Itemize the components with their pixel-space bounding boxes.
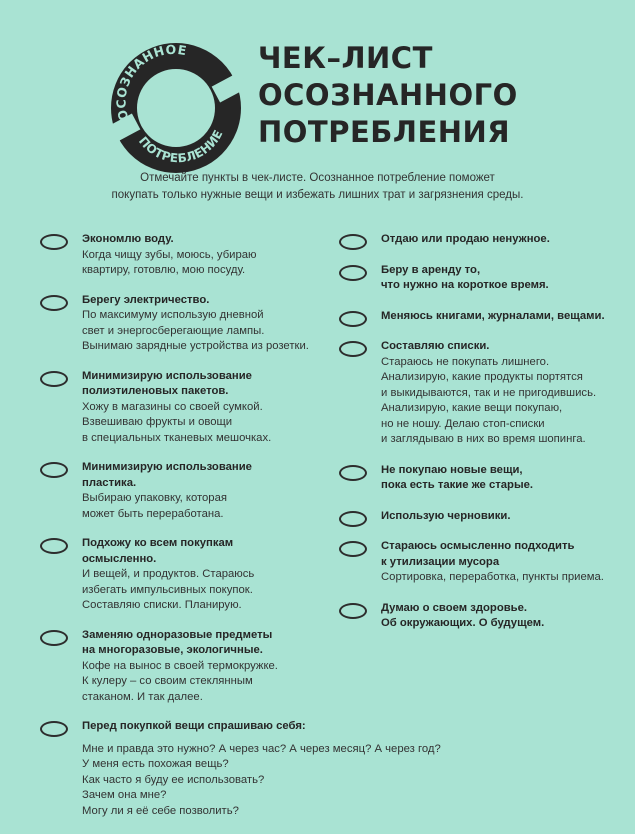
checklist-item-text: Вынимаю зарядные устройства из розетки.	[82, 340, 309, 352]
checklist-item-text: и выкидываются, так и не пригодившись.	[381, 386, 597, 399]
checklist-item[interactable]	[337, 309, 627, 325]
checklist-item-heading: Стараюсь осмысленно подходить	[381, 540, 575, 552]
checklist-item-text: избегать импульсивных покупок.	[82, 583, 253, 596]
intro-line: покупать только нужные вещи и избежать лишних трат и загрязнения среды.	[111, 189, 524, 201]
checklist-item-text: Анализирую, какие вещи покупаю,	[381, 402, 563, 414]
svg-text:ПОТРЕБЛЕНИЕ: ПОТРЕБЛЕНИЕ	[136, 127, 226, 166]
checklist-item-heading: на многоразовые, экологичные.	[82, 644, 263, 656]
checklist-item[interactable]	[38, 293, 318, 355]
checklist-right-column	[337, 232, 627, 632]
checklist-item[interactable]	[337, 463, 627, 494]
checklist-item-heading: осмысленно.	[82, 552, 157, 565]
checkbox-oval-icon[interactable]	[339, 603, 367, 619]
title-line: ОСОЗНАННОГО	[258, 78, 518, 112]
intro-line: Отмечайте пункты в чек-листе. Осознанное потребление поможет	[140, 172, 495, 184]
checklist-item-text: стаканом. И так далее.	[82, 690, 203, 703]
checklist-item-text: По максимуму использую дневной	[82, 309, 264, 321]
checklist-item[interactable]	[337, 601, 627, 632]
checklist-item[interactable]	[337, 539, 627, 586]
title-line: ЧЕК–ЛИСТ	[258, 41, 433, 75]
checklist-item-text: И вещей, и продуктов. Стараюсь	[82, 568, 255, 580]
checklist-item-heading: что нужно на короткое время.	[381, 279, 549, 291]
checkbox-oval-icon[interactable]	[40, 721, 68, 737]
checklist-item-heading: Берегу электричество.	[82, 293, 210, 306]
self-question: Зачем она мне?	[82, 789, 167, 801]
checklist-item-text: квартиру, готовлю, мою посуду.	[82, 264, 246, 276]
page-title	[258, 40, 518, 151]
checklist-item-heading: Об окружающих. О будущем.	[381, 617, 545, 629]
checklist-item[interactable]	[38, 369, 318, 447]
checklist-item-heading: Беру в аренду то,	[381, 263, 481, 276]
checklist-item-heading: Перед покупкой вещи спрашиваю себя:	[82, 720, 306, 732]
checklist-item[interactable]	[38, 232, 318, 279]
checklist-item-heading: Минимизирую использование	[82, 369, 252, 382]
self-question: Как часто я буду ее использовать?	[82, 773, 265, 786]
checklist-item[interactable]	[337, 232, 627, 248]
checklist-item[interactable]	[38, 460, 318, 522]
self-question: Мне и правда это нужно? А через час? А через месяц? А через год?	[82, 742, 441, 755]
checklist-item-text: Анализирую, какие продукты портятся	[381, 371, 583, 383]
checklist-item-text: Кофе на вынос в своей термокружке.	[82, 659, 278, 672]
checklist-item-text: свет и энергосберегающие лампы.	[82, 324, 265, 337]
checklist-item-text: Хожу в магазины со своей сумкой.	[82, 400, 263, 413]
checklist-item-text: Взвешиваю фрукты и овощи	[82, 416, 233, 428]
checklist-item-heading: полиэтиленовых пакетов.	[82, 385, 229, 397]
checkbox-oval-icon[interactable]	[339, 341, 367, 357]
checklist-item-heading: Составляю списки.	[381, 340, 490, 352]
checklist-item-heading: пока есть такие же старые.	[381, 479, 534, 491]
checkbox-oval-icon[interactable]	[40, 234, 68, 250]
checkbox-oval-icon[interactable]	[339, 265, 367, 281]
self-questions-list	[82, 742, 441, 820]
checklist-item[interactable]	[38, 628, 318, 706]
checklist-item-text: но не ношу. Делаю стоп-списки	[381, 417, 545, 430]
checklist-item-text: Стараюсь не покупать лишнего.	[381, 355, 550, 368]
self-question: У меня есть похожая вещь?	[82, 758, 229, 770]
checkbox-oval-icon[interactable]	[40, 462, 68, 478]
checklist-item-heading: Думаю о своем здоровье.	[381, 601, 528, 614]
checklist-item-text: в специальных тканевых мешочках.	[82, 431, 272, 444]
intro-text	[40, 170, 595, 204]
checklist-item[interactable]	[38, 719, 441, 819]
svg-text:ОСОЗНАННОЕ: ОСОЗНАННОЕ	[113, 41, 189, 123]
checklist-item-heading: Заменяю одноразовые предметы	[82, 628, 273, 641]
checklist-item-heading: Не покупаю новые вещи,	[381, 463, 523, 476]
checklist-item-heading: пластика.	[82, 476, 137, 489]
checkbox-oval-icon[interactable]	[339, 311, 367, 327]
checklist-item-text: К кулеру – со своим стеклянным	[82, 675, 253, 687]
checklist-item-text: Сортировка, переработка, пункты приема.	[381, 571, 604, 583]
checklist-item-text: Выбираю упаковку, которая	[82, 492, 227, 504]
checklist-item[interactable]	[337, 509, 627, 525]
checkbox-oval-icon[interactable]	[339, 465, 367, 481]
checkbox-oval-icon[interactable]	[40, 295, 68, 311]
checkbox-oval-icon[interactable]	[339, 541, 367, 557]
checklist-item-text: Составляю списки. Планирую.	[82, 599, 242, 611]
conscious-consumption-logo	[108, 40, 244, 176]
checkbox-oval-icon[interactable]	[40, 371, 68, 387]
checklist-item[interactable]	[337, 263, 627, 294]
checklist-item-heading: к утилизации мусора	[381, 555, 500, 568]
checkbox-oval-icon[interactable]	[339, 511, 367, 527]
checkbox-oval-icon[interactable]	[339, 234, 367, 250]
checklist-item[interactable]	[38, 536, 318, 614]
checklist-item-text: может быть переработана.	[82, 507, 224, 520]
checklist-item-heading: Подхожу ко всем покупкам	[82, 537, 234, 549]
checklist-item[interactable]	[337, 339, 627, 448]
checkbox-oval-icon[interactable]	[40, 630, 68, 646]
self-question: Могу ли я её себе позволить?	[82, 804, 239, 817]
checkbox-oval-icon[interactable]	[40, 538, 68, 554]
checklist-item-text: Когда чищу зубы, моюсь, убираю	[82, 248, 257, 261]
title-line: ПОТРЕБЛЕНИЯ	[258, 115, 511, 149]
checklist-item-heading: Отдаю или продаю ненужное.	[381, 233, 550, 245]
checklist-item-heading: Экономлю воду.	[82, 233, 174, 245]
checklist-item-heading: Минимизирую использование	[82, 461, 252, 473]
checklist-item-text: и заглядываю в них во время шопинга.	[381, 433, 586, 445]
checklist-item-heading: Использую черновики.	[381, 509, 511, 522]
checklist-item-heading: Меняюсь книгами, журналами, вещами.	[381, 309, 605, 322]
